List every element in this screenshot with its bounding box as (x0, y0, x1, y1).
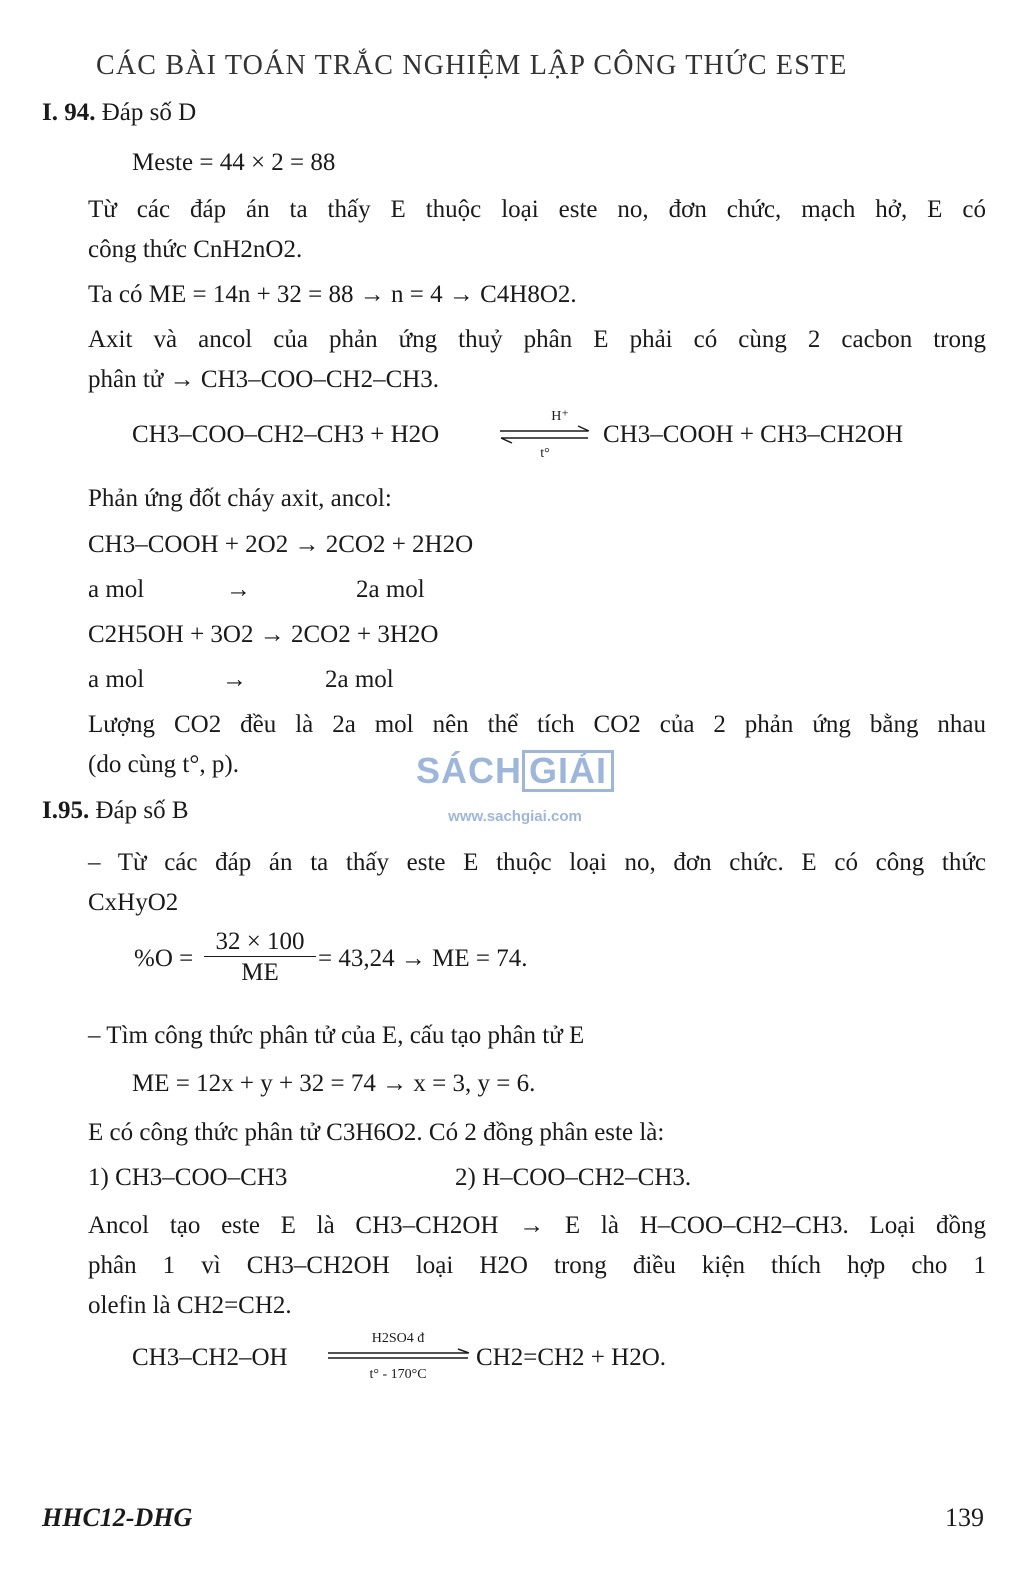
p95-line-5: E có công thức phân tử C3H6O2. Có 2 đồng phân este là: (88, 1119, 665, 1146)
p95-isomer-1: 1) CH3–COO–CH3 (88, 1164, 288, 1191)
watermark-brand-b: GIẢI (522, 750, 614, 792)
p94-line-7: Phản ứng đốt cháy axit, ancol: (88, 485, 392, 512)
p94-eq-left: CH3–COO–CH2–CH3 + H2O (132, 421, 440, 448)
page-number: 139 (945, 1503, 984, 1532)
p94-line-1: Meste = 44 × 2 = 88 (132, 149, 336, 176)
problem-94-answer: Đáp số D (95, 99, 197, 126)
p94-eq-catalyst: H⁺ (551, 409, 569, 424)
problem-95-number: I.95. (42, 797, 90, 824)
p94-r2-mol-2a: 2a mol (325, 666, 394, 693)
p94-r2-arrow: → (222, 666, 247, 693)
p95-isomer-2: 2) H–COO–CH2–CH3. (455, 1164, 692, 1191)
p94-r1-mol-2a: 2a mol (356, 576, 425, 603)
p94-line-2: Từ các đáp án ta thấy E thuộc loại este no, đơn chức, mạch hở, E có (88, 196, 986, 223)
p94-r2-mol-a: a mol (88, 666, 145, 693)
p95-frac-rhs: = 43,24 → ME = 74. (318, 945, 528, 972)
p95-fraction (204, 928, 316, 989)
p95-eq-right: CH2=CH2 + H2O. (476, 1344, 667, 1371)
p95-line-8: olefin là CH2=CH2. (88, 1292, 292, 1319)
p94-r1-arrow: → (226, 576, 251, 603)
footer-book-code: HHC12-DHG (42, 1503, 193, 1532)
p95-line-7: phân 1 vì CH3–CH2OH loại H2O trong điều kiện thích hợp cho 1 (88, 1252, 986, 1279)
p94-line-5: Axit và ancol của phản ứng thuỷ phân E phải có cùng 2 cacbon trong (88, 326, 986, 353)
p95-line-1: – Từ các đáp án ta thấy este E thuộc loại no, đơn chức. E có công thức (88, 849, 986, 876)
p95-frac-denominator: ME (204, 956, 316, 989)
reaction-arrow-icon (326, 1348, 472, 1364)
watermark-logo (410, 750, 620, 825)
p95-line-2: CxHyO2 (88, 889, 179, 916)
p95-line-3: – Tìm công thức phân tử của E, cấu tạo phân tử E (88, 1022, 585, 1049)
page-title: CÁC BÀI TOÁN TRẮC NGHIỆM LẬP CÔNG THỨC ESTE (96, 50, 848, 81)
p95-frac-numerator: 32 × 100 (215, 928, 305, 955)
p95-frac-lhs: %O = (134, 945, 194, 972)
equilibrium-arrow-icon (498, 424, 592, 446)
p94-reaction-1: CH3–COOH + 2O2 → 2CO2 + 2H2O (88, 531, 474, 558)
p94-eq-right: CH3–COOH + CH3–CH2OH (603, 421, 904, 448)
p95-eq-catalyst: H2SO4 đ (371, 1331, 425, 1346)
p94-line-4: Ta có ME = 14n + 32 = 88 → n = 4 → C4H8O2. (88, 281, 577, 308)
watermark-brand-a: SÁCH (415, 750, 522, 791)
p94-reaction-2: C2H5OH + 3O2 → 2CO2 + 3H2O (88, 621, 439, 648)
problem-95-answer: Đáp số B (89, 797, 189, 824)
p94-line-3: công thức CnH2nO2. (88, 236, 303, 263)
p94-line-6: phân tử → CH3–COO–CH2–CH3. (88, 366, 440, 393)
p94-r1-mol-a: a mol (88, 576, 145, 603)
p95-line-4: ME = 12x + y + 32 = 74 → x = 3, y = 6. (132, 1070, 536, 1097)
p95-eq-left: CH3–CH2–OH (132, 1344, 288, 1371)
p95-line-6: Ancol tạo este E là CH3–CH2OH → E là H–COO–CH2–CH3. Loại đồng (88, 1212, 986, 1239)
p94-eq-condition: t° (540, 446, 550, 461)
problem-94-number: I. 94. (42, 99, 96, 126)
p94-line-9: (do cùng t°, p). (88, 751, 239, 778)
p95-eq-condition: t° - 170°C (369, 1367, 427, 1382)
problem-95-heading (42, 798, 189, 823)
problem-94-heading (42, 100, 196, 125)
p94-line-8: Lượng CO2 đều là 2a mol nên thể tích CO2 của 2 phản ứng bằng nhau (88, 711, 986, 738)
watermark-url: www.sachgiai.com (448, 808, 582, 825)
